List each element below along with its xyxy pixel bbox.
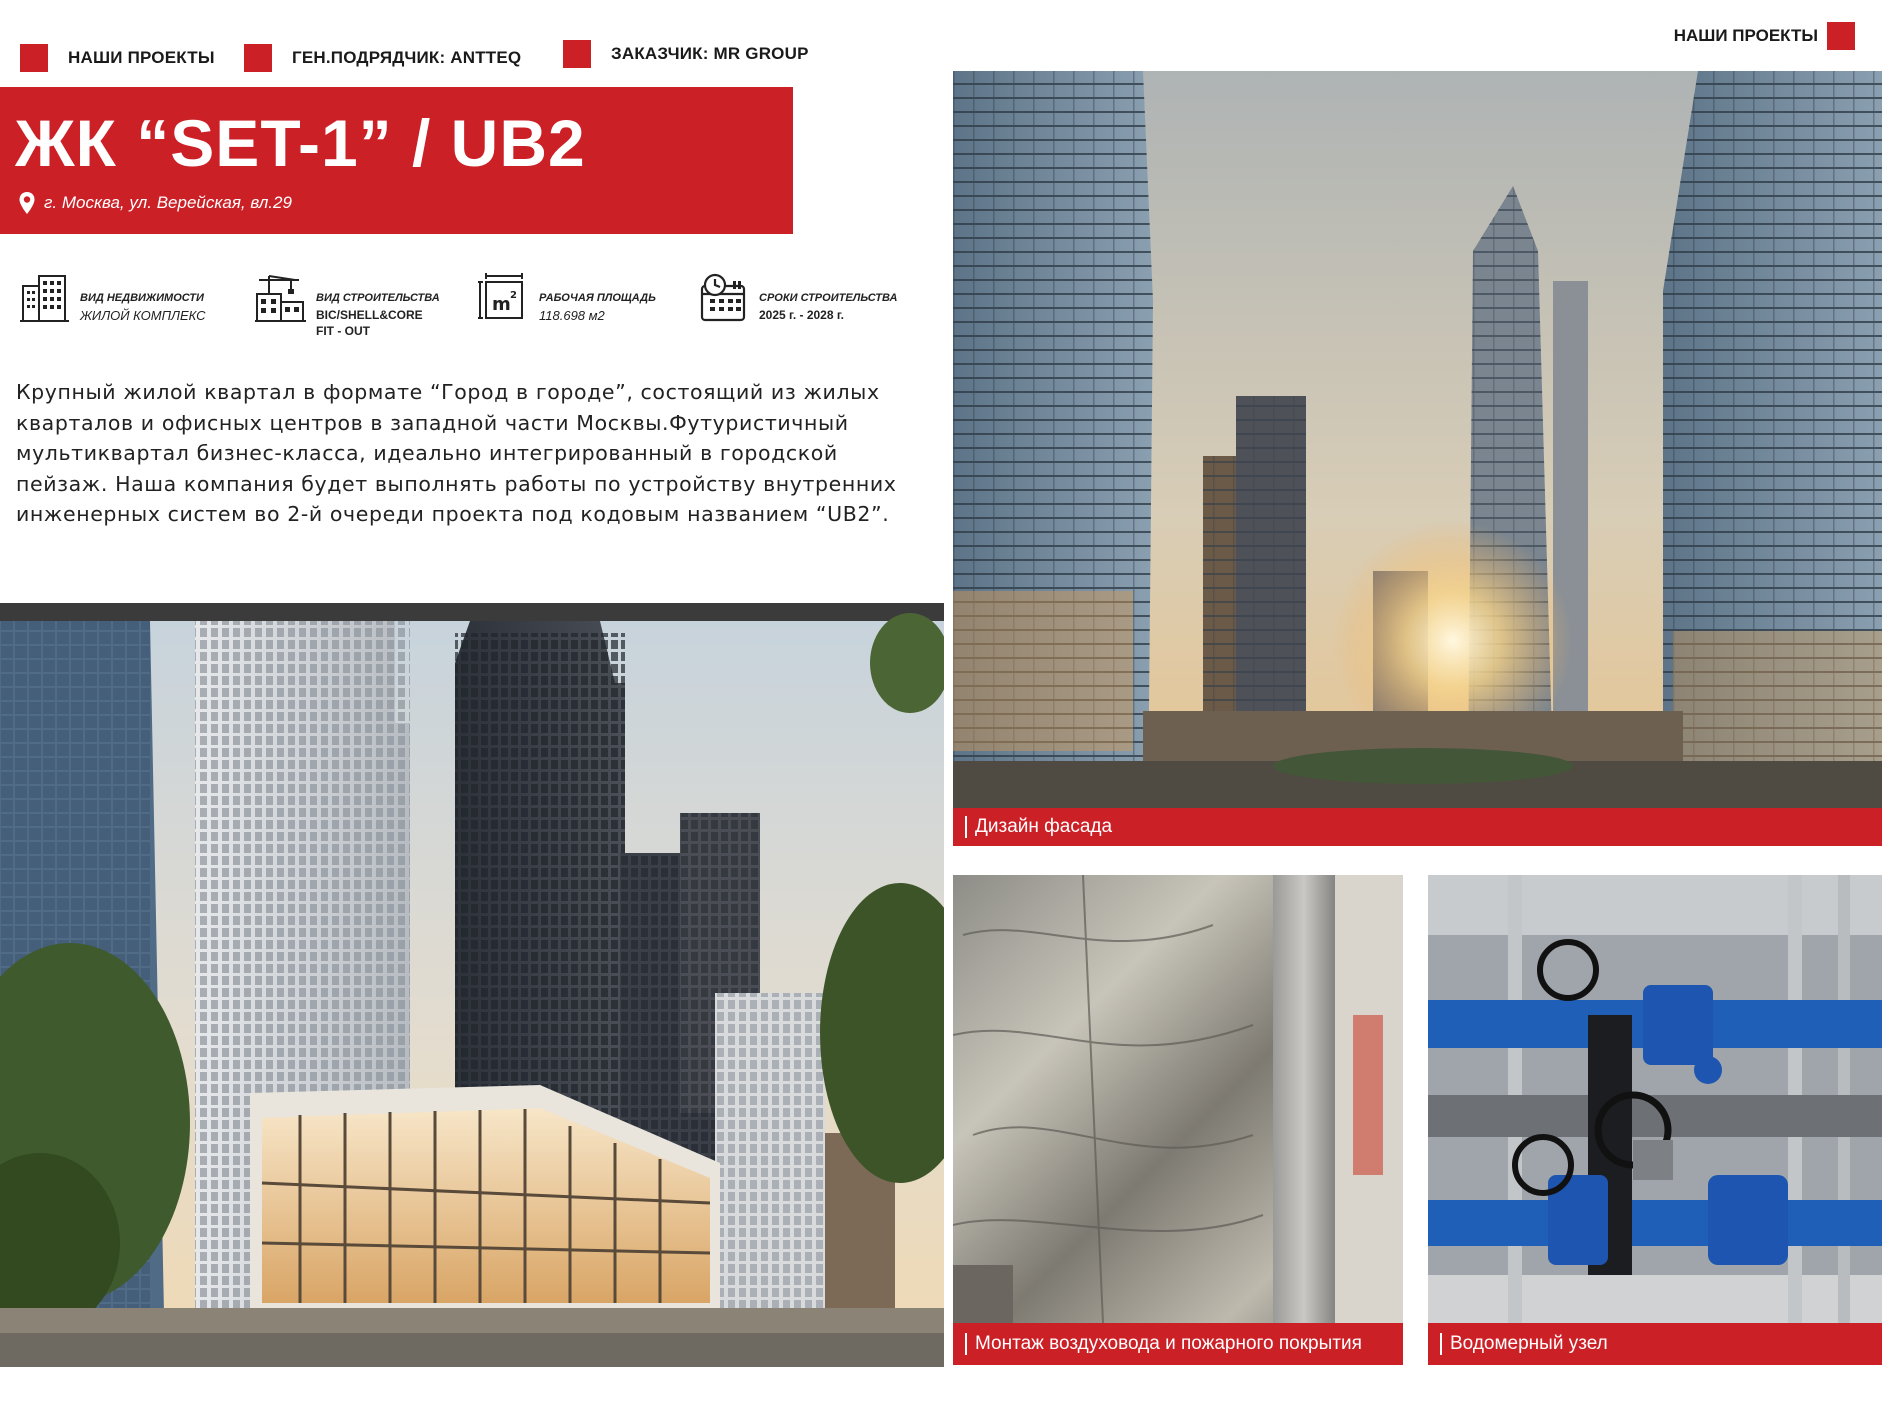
project-description: Крупный жилой квартал в формате “Город в городе”, состоящий из жилых кварталов и офисных центров в западной части Москвы.Футуристичный мультиквартал бизнес-класса, идеально интегрированный в городской пейзаж. Наша компания будет выполнять работы по устройству внутренних инженерных систем во 2-й очереди проекта под кодовым названием “UB2”.	[16, 380, 897, 526]
calendar-clock-icon	[698, 272, 750, 324]
fact-key: РАБОЧАЯ ПЛОЩАДЬ	[539, 292, 656, 304]
meter-caption: Водомерный узел	[1450, 1333, 1608, 1354]
location-pin-icon	[18, 191, 36, 215]
construction-crane-icon	[255, 272, 307, 324]
building-icon	[19, 272, 71, 324]
svg-text:2: 2	[510, 290, 517, 301]
svg-text:m: m	[492, 294, 511, 315]
fact-value-line-1: BIC/SHELL&CORE	[316, 308, 423, 322]
project-address	[18, 191, 292, 215]
fact-property-type	[19, 272, 206, 324]
facade-caption-bar	[953, 808, 1882, 846]
fact-construction-period	[698, 272, 897, 324]
caption-divider	[1440, 1333, 1442, 1355]
duct-caption: Монтаж воздуховода и пожарного покрытия	[975, 1333, 1362, 1354]
facade-caption: Дизайн фасада	[975, 816, 1113, 837]
render-photo-main	[0, 603, 944, 1367]
nav-tag-label: ЗАКАЗЧИК: MR GROUP	[611, 44, 809, 63]
fact-key: ВИД НЕДВИЖИМОСТИ	[80, 292, 204, 304]
title-banner	[0, 87, 793, 234]
water-meter-photo	[1428, 875, 1882, 1323]
duct-photo	[953, 875, 1403, 1323]
corner-section-label[interactable]: НАШИ ПРОЕКТЫ	[1673, 26, 1818, 45]
red-square-marker	[244, 44, 272, 72]
nav-tag-label: ГЕН.ПОДРЯДЧИК: ANTTEQ	[292, 48, 522, 67]
project-title: ЖК “SET-1” / UB2	[15, 106, 586, 180]
fact-value: 118.698 м2	[539, 308, 605, 323]
fact-construction-type	[255, 272, 440, 339]
area-m2-icon	[478, 272, 530, 324]
caption-divider	[965, 816, 967, 838]
red-square-marker	[1827, 22, 1855, 50]
red-square-marker	[563, 40, 591, 68]
meter-caption-bar	[1428, 1323, 1882, 1365]
fact-key: СРОКИ СТРОИТЕЛЬСТВА	[759, 292, 898, 304]
fact-working-area	[478, 272, 656, 324]
fact-value-line-2: FIT - OUT	[316, 324, 370, 338]
facade-photo	[953, 71, 1882, 808]
nav-tag-contractor[interactable]	[244, 44, 521, 72]
address-text: г. Москва, ул. Верейская, вл.29	[44, 193, 292, 212]
red-square-marker	[20, 44, 48, 72]
fact-value: ЖИЛОЙ КОМПЛЕКС	[80, 308, 206, 323]
nav-tag-customer[interactable]	[563, 40, 809, 68]
fact-value: 2025 г. - 2028 г.	[759, 308, 844, 322]
fact-key: ВИД СТРОИТЕЛЬСТВА	[316, 292, 440, 304]
duct-caption-bar	[953, 1323, 1403, 1365]
nav-tag-projects[interactable]	[20, 44, 215, 72]
caption-divider	[965, 1333, 967, 1355]
nav-tag-label: НАШИ ПРОЕКТЫ	[68, 48, 215, 67]
